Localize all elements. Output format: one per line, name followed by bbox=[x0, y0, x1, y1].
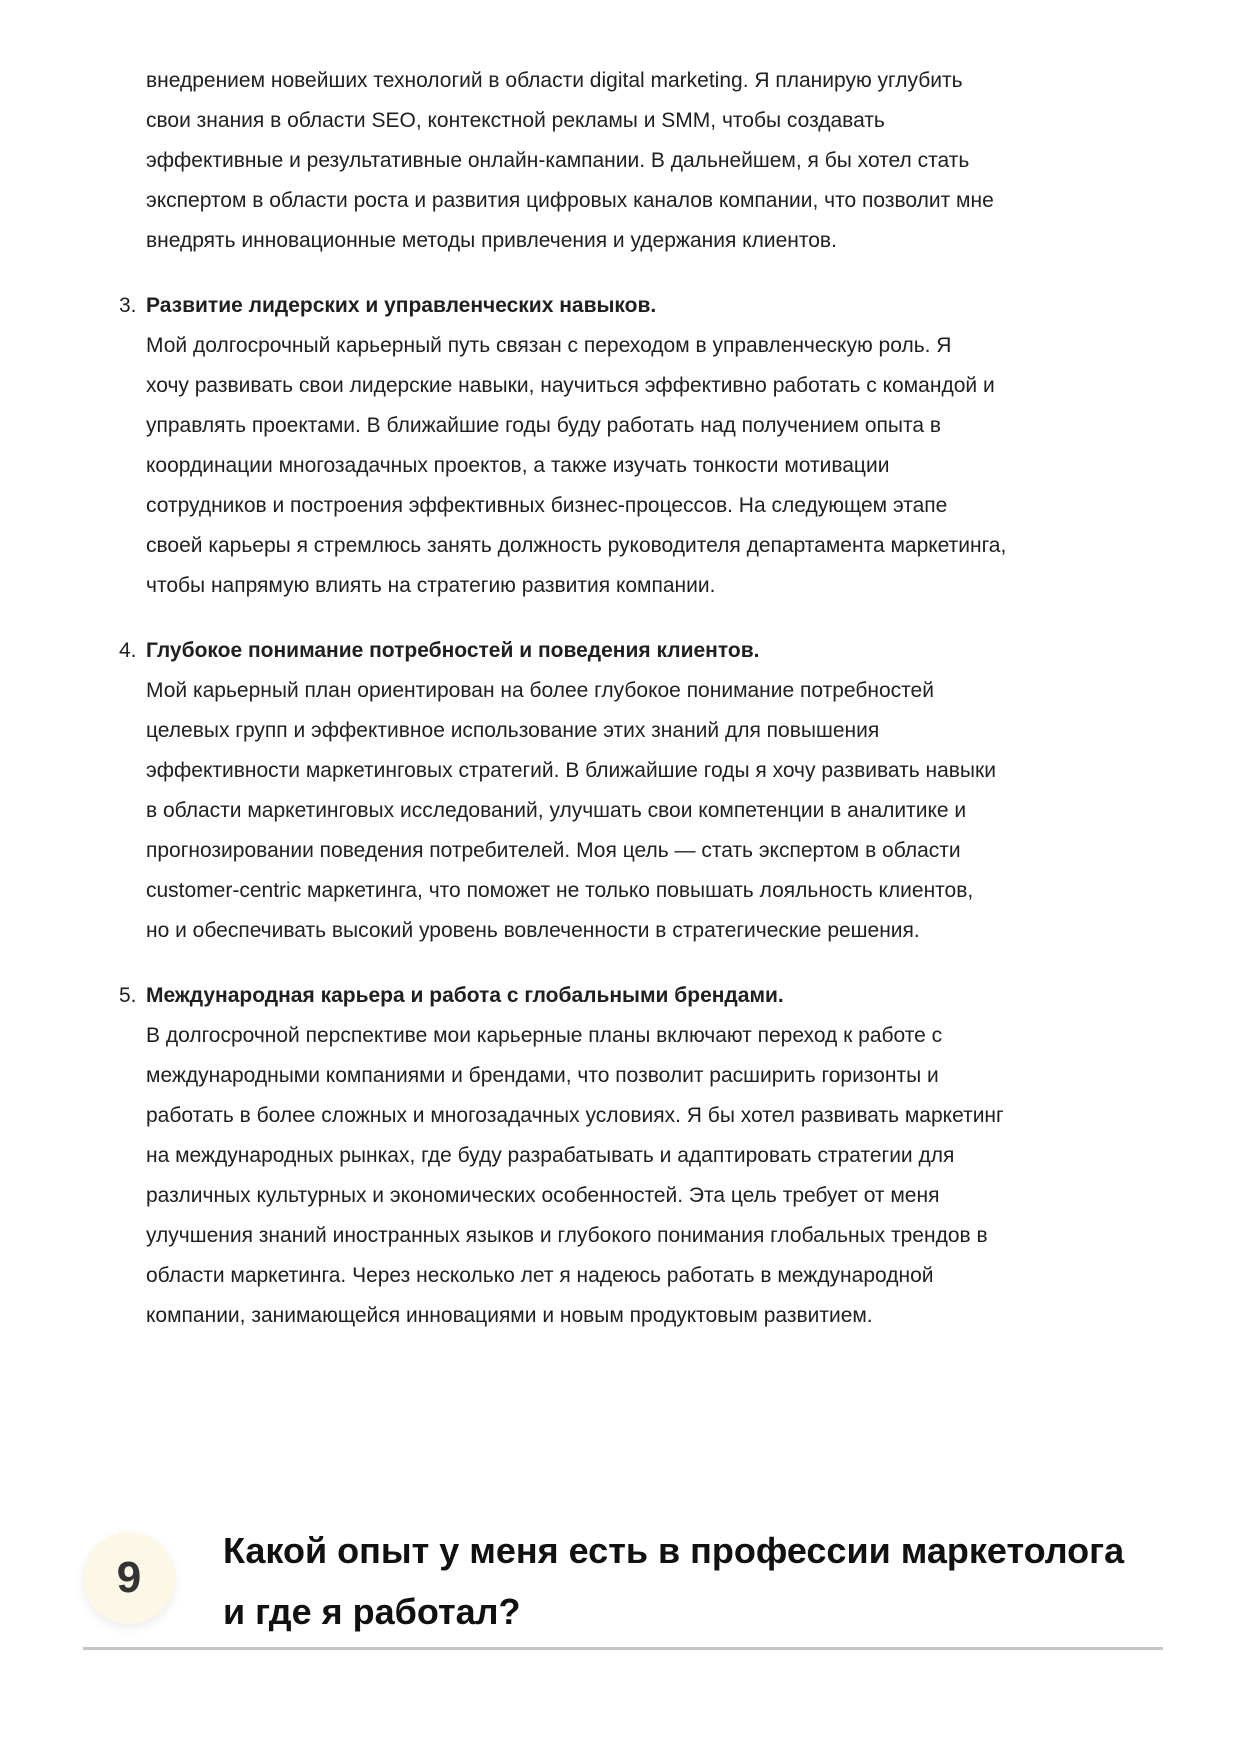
paragraph-line: различных культурных и экономических особенностей. Эта цель требует от меня bbox=[146, 1184, 940, 1207]
paragraph-line: эффективности маркетинговых стратегий. В ближайшие годы я хочу развивать навыки bbox=[146, 759, 996, 782]
paragraph-line: своей карьеры я стремлюсь занять должность руководителя департамента маркетинга, bbox=[146, 534, 1007, 557]
paragraph-line: компании, занимающейся инновациями и новым продуктовым развитием. bbox=[146, 1304, 873, 1327]
section-divider bbox=[83, 1647, 1163, 1650]
list-item-title: Международная карьера и работа с глобальными брендами. bbox=[146, 984, 784, 1007]
list-item-title: Развитие лидерских и управленческих навыков. bbox=[146, 294, 657, 317]
section-number-badge: 9 bbox=[83, 1532, 175, 1624]
paragraph-line: чтобы напрямую влиять на стратегию развития компании. bbox=[146, 574, 716, 597]
paragraph-line: работать в более сложных и многозадачных условиях. Я бы хотел развивать маркетинг bbox=[146, 1104, 1004, 1127]
section-heading bbox=[223, 1520, 1124, 1642]
paragraph-line: координации многозадачных проектов, а также изучать тонкости мотивации bbox=[146, 454, 890, 477]
list-item-number: 5. bbox=[119, 984, 137, 1007]
intro-paragraph bbox=[146, 61, 1186, 261]
paragraph-line: целевых групп и эффективное использование этих знаний для повышения bbox=[146, 719, 880, 742]
paragraph-line: внедрением новейших технологий в области digital marketing. Я планирую углубить bbox=[146, 69, 963, 92]
paragraph-line: на международных рынках, где буду разрабатывать и адаптировать стратегии для bbox=[146, 1144, 955, 1167]
paragraph-line: экспертом в области роста и развития цифровых каналов компании, что позволит мне bbox=[146, 189, 994, 212]
article-body bbox=[119, 61, 1186, 1336]
paragraph-line: улучшения знаний иностранных языков и глубокого понимания глобальных трендов в bbox=[146, 1224, 988, 1247]
list-item-number: 4. bbox=[119, 639, 137, 662]
paragraph-line: международными компаниями и брендами, что позволит расширить горизонты и bbox=[146, 1064, 939, 1087]
paragraph-line: customer-centric маркетинга, что поможет не только повышать лояльность клиентов, bbox=[146, 879, 974, 902]
paragraph-line: Мой карьерный план ориентирован на более глубокое понимание потребностей bbox=[146, 679, 934, 702]
paragraph-line: эффективные и результативные онлайн-кампании. В дальнейшем, я бы хотел стать bbox=[146, 149, 970, 172]
list-item-number: 3. bbox=[119, 294, 137, 317]
list-item bbox=[119, 286, 1186, 606]
paragraph-line: свои знания в области SEO, контекстной рекламы и SMM, чтобы создавать bbox=[146, 109, 885, 132]
paragraph-line: Мой долгосрочный карьерный путь связан с переходом в управленческую роль. Я bbox=[146, 334, 952, 357]
list-item-title: Глубокое понимание потребностей и поведения клиентов. bbox=[146, 639, 760, 662]
section-heading-line: Какой опыт у меня есть в профессии маркетолога bbox=[223, 1530, 1125, 1571]
paragraph-line: внедрять инновационные методы привлечения и удержания клиентов. bbox=[146, 229, 837, 252]
paragraph-line: прогнозировании поведения потребителей. Моя цель — стать экспертом в области bbox=[146, 839, 961, 862]
paragraph-line: В долгосрочной перспективе мои карьерные планы включают переход к работе с bbox=[146, 1024, 943, 1047]
section-header bbox=[83, 1510, 1163, 1650]
list-item bbox=[119, 631, 1186, 951]
paragraph-line: в области маркетинговых исследований, улучшать свои компетенции в аналитике и bbox=[146, 799, 967, 822]
list-item bbox=[119, 976, 1186, 1336]
paragraph-line: области маркетинга. Через несколько лет я надеюсь работать в международной bbox=[146, 1264, 934, 1287]
paragraph-line: сотрудников и построения эффективных бизнес-процессов. На следующем этапе bbox=[146, 494, 948, 517]
section-heading-line: и где я работал? bbox=[223, 1591, 521, 1632]
career-goals-list bbox=[119, 286, 1186, 1336]
paragraph-line: управлять проектами. В ближайшие годы буду работать над получением опыта в bbox=[146, 414, 942, 437]
paragraph-line: но и обеспечивать высокий уровень вовлеченности в стратегические решения. bbox=[146, 919, 920, 942]
paragraph-line: хочу развивать свои лидерские навыки, научиться эффективно работать с командой и bbox=[146, 374, 995, 397]
